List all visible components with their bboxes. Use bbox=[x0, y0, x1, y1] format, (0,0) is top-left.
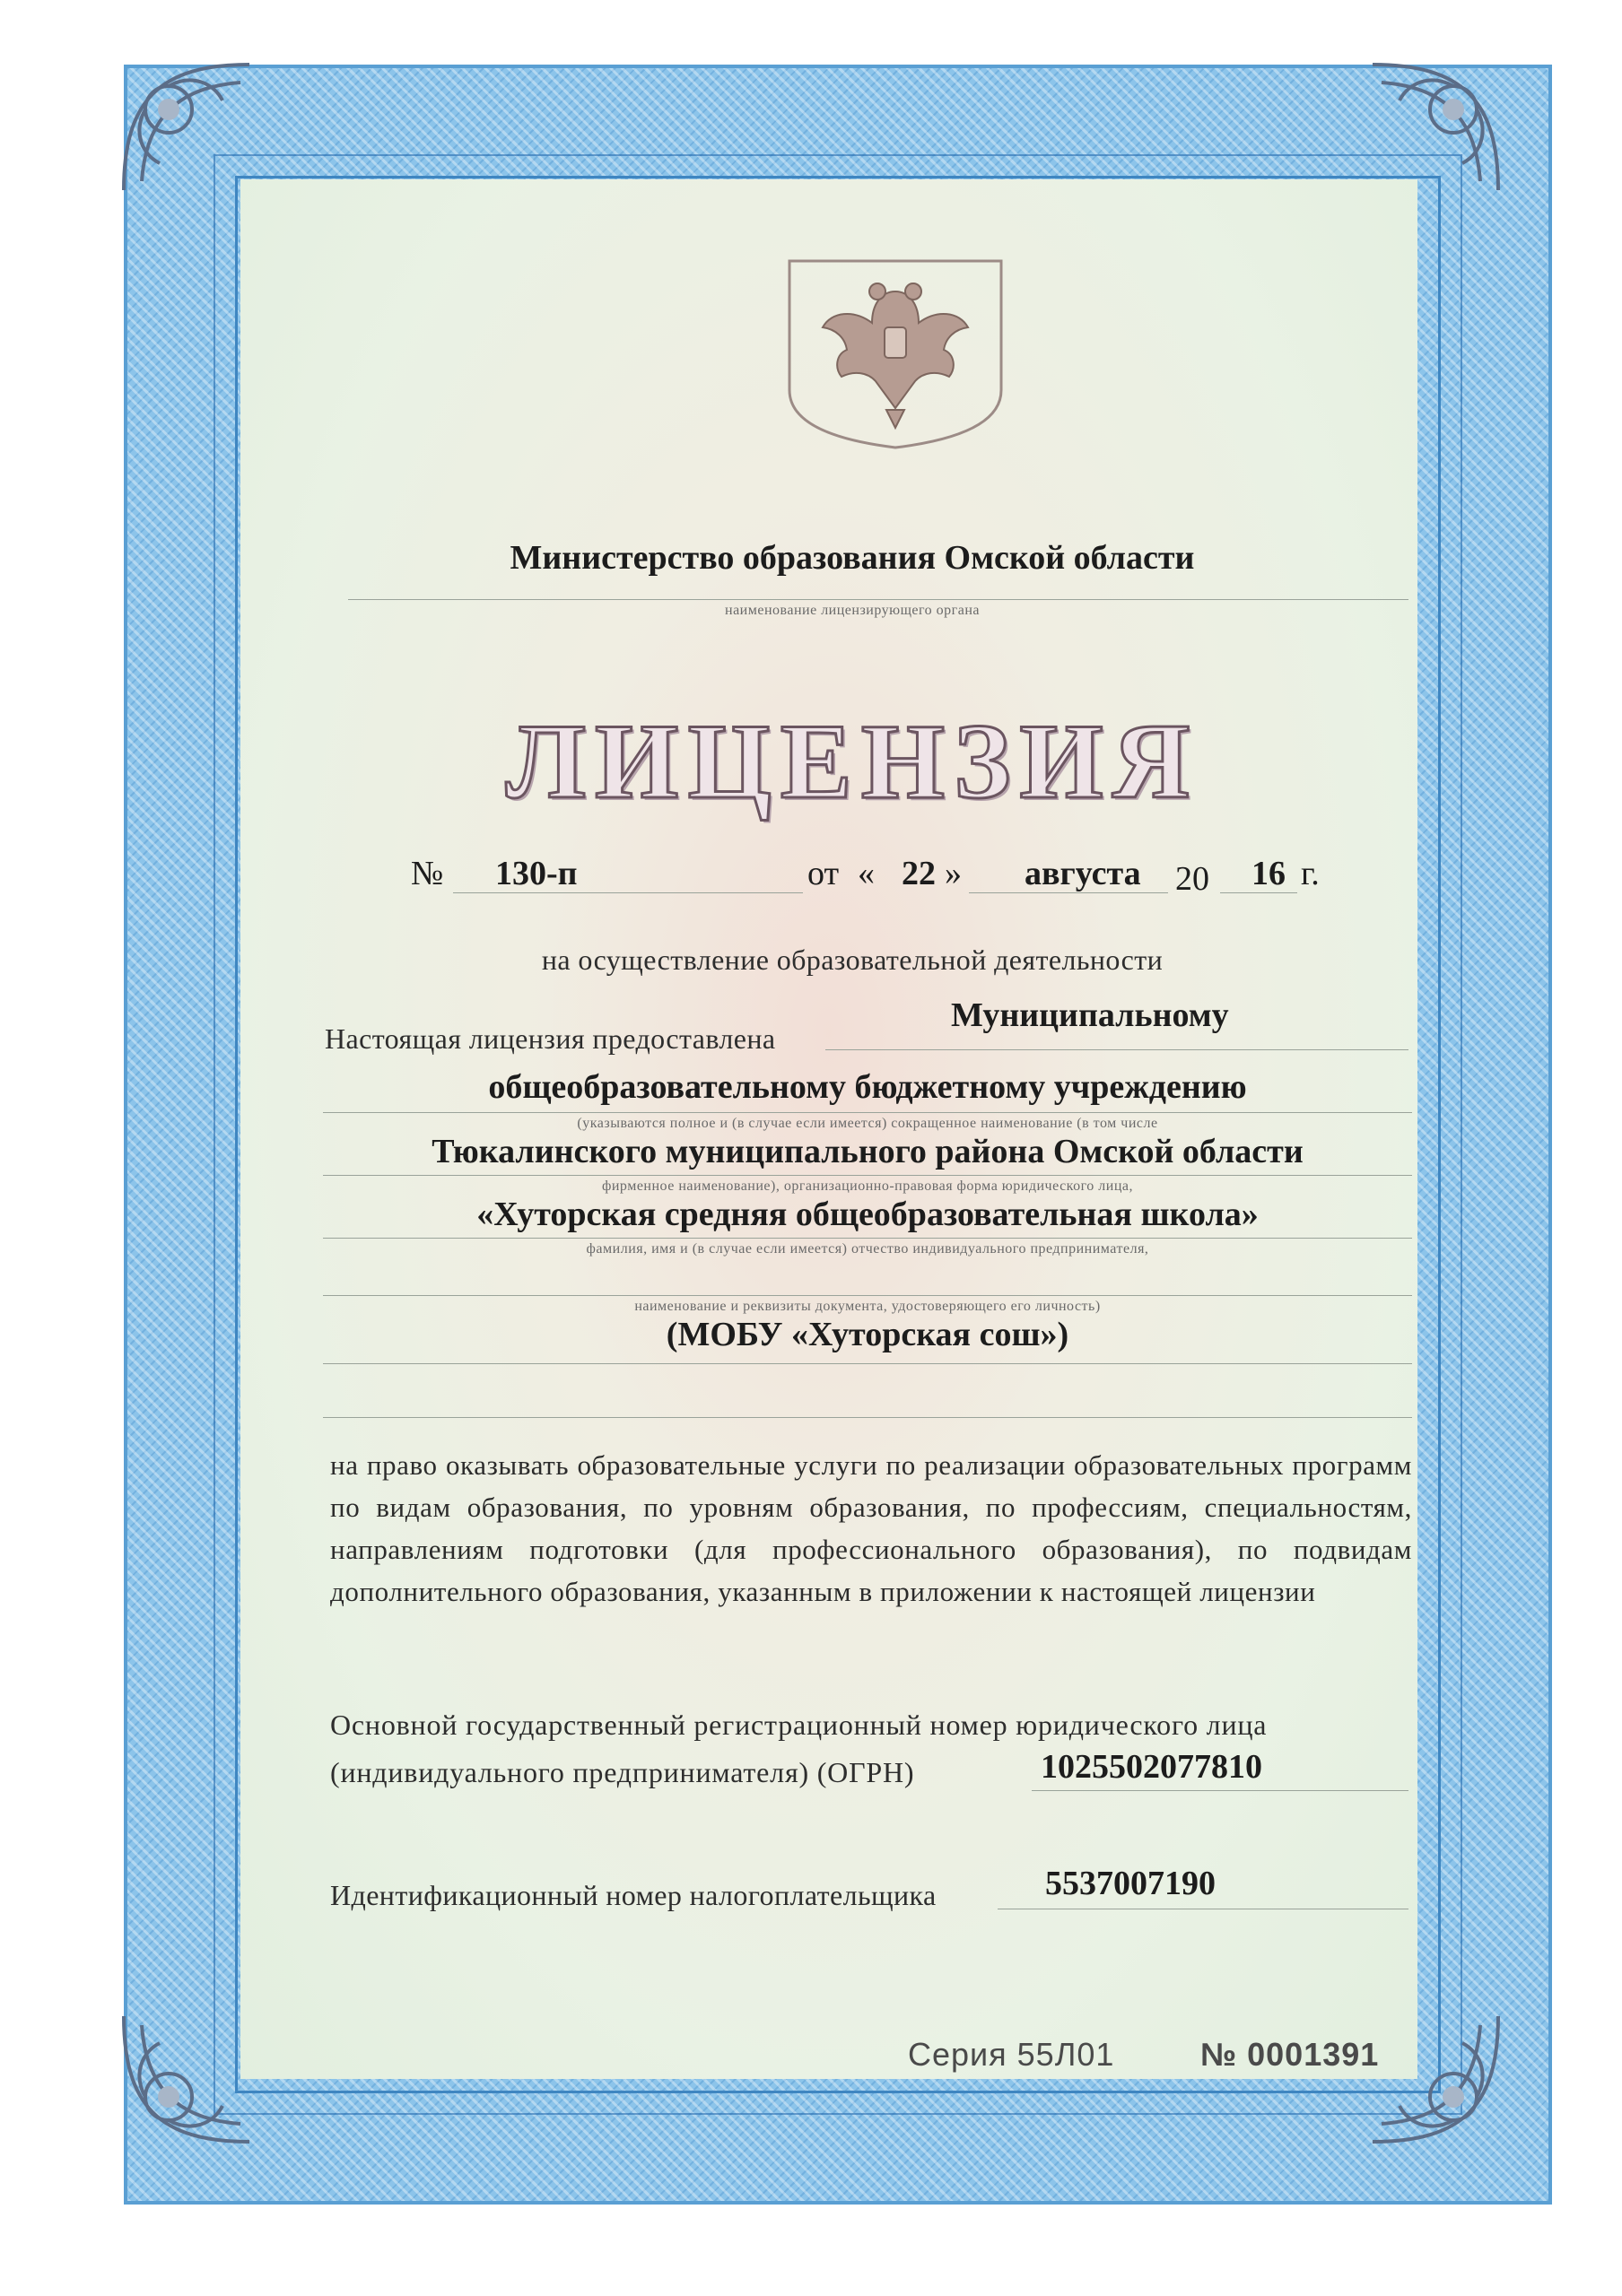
holder-line-3: Тюкалинского муниципального района Омской области bbox=[432, 1133, 1304, 1170]
corner-ornament-icon bbox=[106, 47, 267, 208]
holder-line-1: Муниципальному bbox=[951, 996, 1229, 1034]
ogrn-value: 1025502077810 bbox=[1041, 1748, 1262, 1786]
number-label: № bbox=[411, 855, 444, 892]
licensing-authority: Министерство образования Омской области bbox=[510, 539, 1195, 577]
underline bbox=[323, 1175, 1412, 1176]
year-unit: г. bbox=[1301, 855, 1320, 892]
underline bbox=[348, 599, 1408, 600]
holder-line-2: общеобразовательному бюджетному учреждению bbox=[488, 1068, 1247, 1106]
holder-caption-2: фирменное наименование), организационно-правовая форма юридического лица, bbox=[602, 1178, 1133, 1194]
date-from-label: от bbox=[807, 855, 840, 892]
license-purpose: на осуществление образовательной деятельности bbox=[541, 944, 1164, 976]
quote-open: « bbox=[858, 855, 875, 892]
holder-caption-4: наименование и реквизиты документа, удостоверяющего его личность) bbox=[634, 1299, 1101, 1314]
license-scope: на право оказывать образовательные услуги по реализации образовательных программ по видам образования, по уровням образования, по профессиям, специальностям, направлениям подготовки (для профессионального образования), по подвидам дополнительного образования, указанным в приложении к настоящей лицензии bbox=[330, 1449, 1412, 1607]
license-number: 130-п bbox=[495, 855, 578, 892]
holder-intro: Настоящая лицензия предоставлена bbox=[325, 1022, 776, 1055]
year-prefix: 20 bbox=[1175, 860, 1209, 898]
underline bbox=[323, 1238, 1412, 1239]
underline bbox=[323, 1112, 1412, 1113]
underline bbox=[1032, 1790, 1408, 1791]
underline bbox=[323, 1417, 1412, 1418]
underline bbox=[1220, 892, 1297, 893]
form-number: № 0001391 bbox=[1200, 2036, 1380, 2073]
ogrn-label-2: (индивидуального предпринимателя) (ОГРН) bbox=[330, 1756, 915, 1788]
corner-ornament-icon bbox=[106, 1998, 267, 2160]
inn-value: 5537007190 bbox=[1045, 1865, 1216, 1902]
coat-of-arms-icon bbox=[782, 256, 1008, 453]
underline bbox=[453, 892, 803, 893]
holder-line-4: «Хуторская средняя общеобразовательная школа» bbox=[476, 1196, 1259, 1233]
underline bbox=[969, 892, 1168, 893]
holder-caption-1: (указываются полное и (в случае если имеется) сокращенное наименование (в том числе bbox=[577, 1116, 1158, 1131]
ogrn-label-1: Основной государственный регистрационный номер юридического лица bbox=[330, 1709, 1268, 1741]
form-series: Серия 55Л01 bbox=[908, 2036, 1115, 2073]
holder-caption-3: фамилия, имя и (в случае если имеется) отчество индивидуального предпринимателя, bbox=[586, 1241, 1149, 1257]
underline bbox=[323, 1295, 1412, 1296]
license-day: 22 bbox=[902, 855, 936, 892]
underline bbox=[323, 1363, 1412, 1364]
inn-label: Идентификационный номер налогоплательщика bbox=[330, 1879, 937, 1911]
underline bbox=[825, 1049, 1408, 1050]
holder-short-name: (МОБУ «Хуторская сош») bbox=[666, 1316, 1069, 1353]
authority-caption: наименование лицензирующего органа bbox=[725, 603, 980, 618]
corner-ornament-icon bbox=[1355, 47, 1516, 208]
quote-close: » bbox=[945, 855, 962, 892]
license-month: августа bbox=[1025, 855, 1141, 892]
corner-ornament-icon bbox=[1355, 1998, 1516, 2160]
license-year: 16 bbox=[1251, 855, 1286, 892]
document-title: ЛИЦЕНЗИЯ bbox=[505, 701, 1199, 821]
